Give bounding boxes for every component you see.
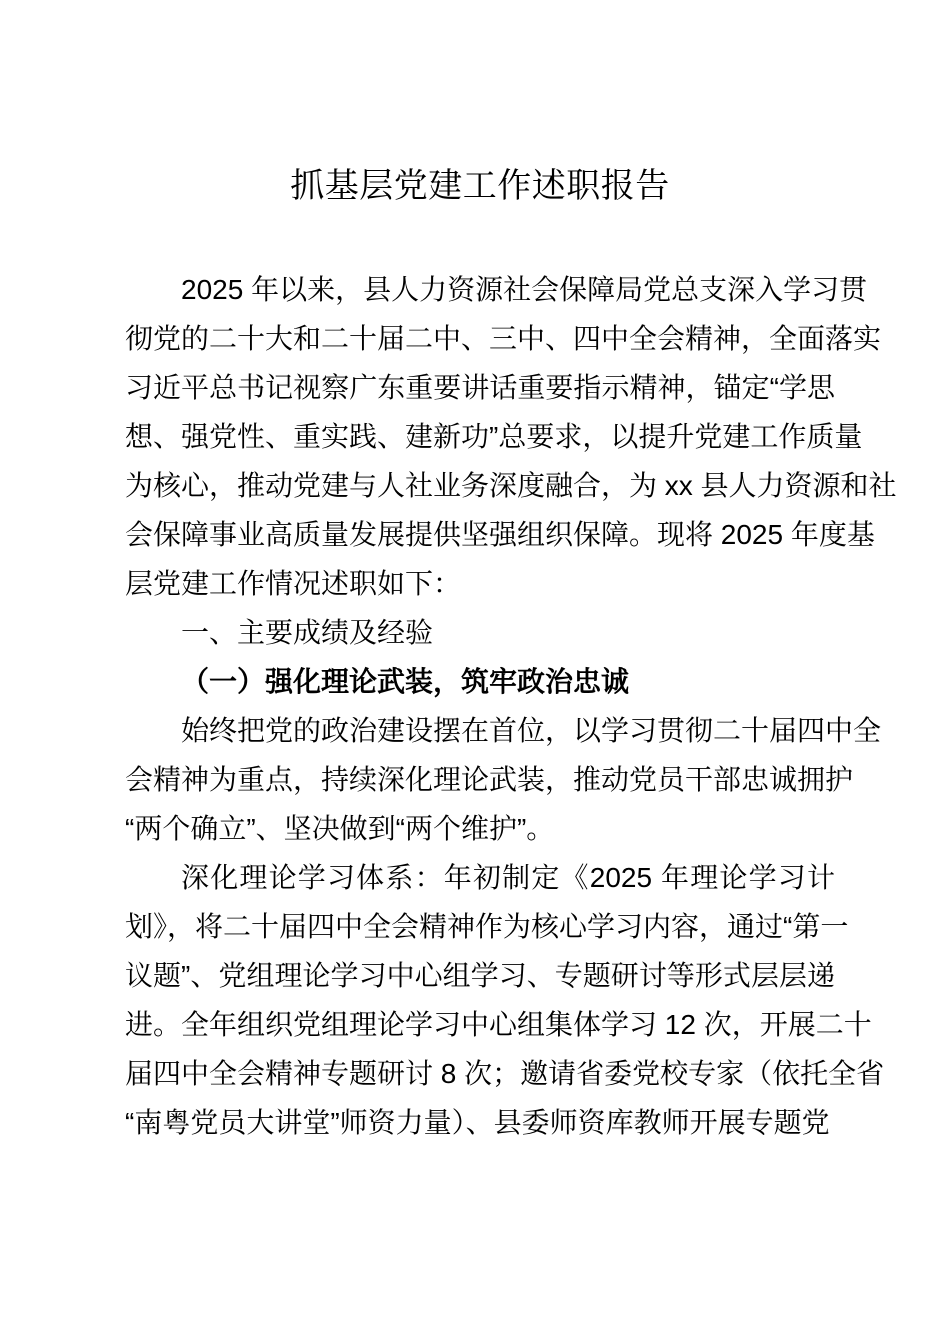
paragraph-line: 为核心，推动党建与人社业务深度融合，为 xx 县人力资源和社 <box>125 470 897 501</box>
paragraph-line: “南粤党员大讲堂”师资力量）、县委师资库教师开展专题党 <box>125 1107 830 1138</box>
paragraph-line: 始终把党的政治建设摆在首位，以学习贯彻二十届四中全 <box>181 715 882 746</box>
document-body <box>125 0 897 1147</box>
paragraph-line: 议题”、党组理论学习中心组学习、专题研讨等形式层层递 <box>125 960 835 991</box>
page-title: 抓基层党建工作述职报告 <box>290 167 670 205</box>
paragraph-line: 划》，将二十届四中全会精神作为核心学习内容，通过“第一 <box>125 911 849 942</box>
paragraph-line: 习近平总书记视察广东重要讲话重要指示精神，锚定“学思 <box>125 372 835 403</box>
section-heading-level-1 <box>125 608 835 657</box>
section-heading-level-2 <box>125 657 835 706</box>
paragraph-line: 深化理论学习体系：年初制定《2025 年理论学习计 <box>181 862 835 893</box>
paragraph-line: 会精神为重点，持续深化理论武装，推动党员干部忠诚拥护 <box>125 764 854 795</box>
paragraph-political-building <box>125 706 882 853</box>
paragraph-line: 层党建工作情况述职如下： <box>125 568 462 599</box>
paragraph-line: 届四中全会精神专题研讨 8 次；邀请省委党校专家（依托全省 <box>125 1058 885 1089</box>
paragraph-line: 想、强党性、重实践、建新功”总要求，以提升党建工作质量 <box>125 421 863 452</box>
paragraph-line: 会保障事业高质量发展提供坚强组织保障。现将 2025 年度基 <box>125 519 875 550</box>
title-spacer <box>125 211 835 265</box>
paragraph-line: 2025 年以来，县人力资源社会保障局党总支深入学习贯 <box>181 274 868 305</box>
paragraph-intro <box>125 265 897 608</box>
paragraph-line: 进。全年组织党组理论学习中心组集体学习 12 次，开展二十 <box>125 1009 872 1040</box>
section-heading-text: 一、主要成绩及经验 <box>181 617 434 648</box>
paragraph-line: “两个确立”、坚决做到“两个维护”。 <box>125 813 555 844</box>
section-subheading-text: （一）强化理论武装，筑牢政治忠诚 <box>181 666 630 697</box>
paragraph-line: 彻党的二十大和二十届二中、三中、四中全会精神，全面落实 <box>125 323 882 354</box>
paragraph-theory-study-system <box>125 853 885 1147</box>
